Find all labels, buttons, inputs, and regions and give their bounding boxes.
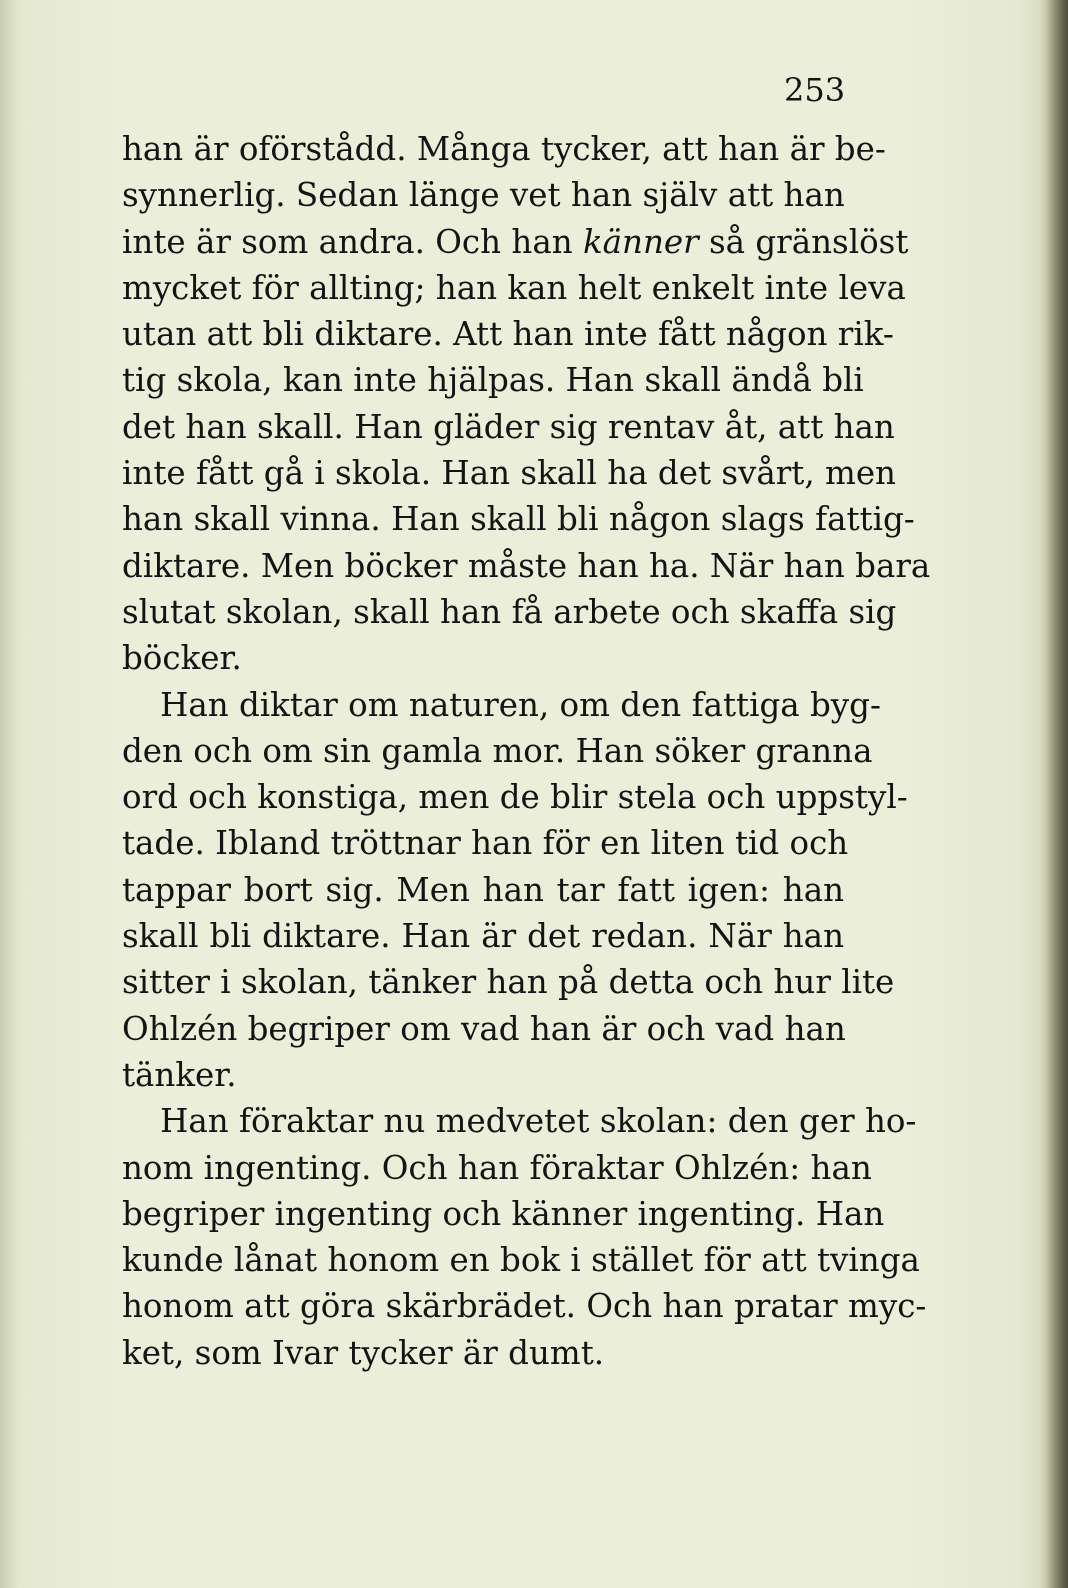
- text-line: mycket för allting; han kan helt enkelt inte leva: [122, 268, 906, 307]
- text-line: böcker.: [122, 639, 242, 678]
- text-line: han skall vinna. Han skall bli någon slags fattig-: [122, 500, 915, 539]
- text-line: slutat skolan, skall han få arbete och skaffa sig: [122, 592, 897, 631]
- paragraph: [122, 1098, 927, 1376]
- text-segment: inte är som andra. Och han: [122, 222, 583, 261]
- text-line: ket, som Ivar tycker är dumt.: [122, 1333, 605, 1372]
- text-line: synnerlig. Sedan länge vet han själv att han: [122, 176, 845, 215]
- text-line: Han föraktar nu medvetet skolan: den ger ho-: [160, 1102, 917, 1141]
- text-line-with-emphasis: [122, 219, 909, 265]
- paragraph: [122, 682, 908, 1099]
- paragraph: [122, 126, 931, 682]
- text-line: Ohlzén begriper om vad han är och vad han: [122, 1009, 846, 1048]
- page-right-edge-shadow: [1046, 0, 1068, 1588]
- emphasized-word: känner: [582, 222, 699, 261]
- text-line: tade. Ibland tröttnar han för en liten tid och: [122, 824, 849, 863]
- text-line: kunde lånat honom en bok i stället för att tvinga: [122, 1241, 920, 1280]
- text-line: begriper ingenting och känner ingenting. Han: [122, 1194, 885, 1233]
- text-line: nom ingenting. Och han föraktar Ohlzén: han: [122, 1148, 872, 1187]
- text-line: den och om sin gamla mor. Han söker granna: [122, 731, 873, 770]
- text-line: diktare. Men böcker måste han ha. När han bara: [122, 546, 931, 585]
- text-line: inte fått gå i skola. Han skall ha det svårt, men: [122, 454, 896, 493]
- text-line: tappar bort sig. Men han tar fatt igen: han: [122, 870, 844, 909]
- body-text: [122, 126, 931, 1376]
- text-line: tig skola, kan inte hjälpas. Han skall ändå bli: [122, 361, 864, 400]
- text-line: skall bli diktare. Han är det redan. När han: [122, 917, 844, 956]
- page-number: 253: [784, 71, 846, 109]
- text-line: honom att göra skärbrädet. Och han pratar myc-: [122, 1287, 927, 1326]
- page-left-edge-shadow: [0, 0, 18, 1588]
- text-line: det han skall. Han gläder sig rentav åt, att han: [122, 407, 895, 446]
- text-segment: så gränslöst: [698, 222, 909, 261]
- text-line: utan att bli diktare. Att han inte fått någon rik-: [122, 315, 894, 354]
- text-line: Han diktar om naturen, om den fattiga byg-: [160, 685, 881, 724]
- text-line: han är oförstådd. Många tycker, att han är be-: [122, 130, 886, 168]
- text-line: ord och konstiga, men de blir stela och uppstyl-: [122, 778, 908, 817]
- text-line: tänker.: [122, 1055, 237, 1094]
- text-line: sitter i skolan, tänker han på detta och hur lite: [122, 963, 895, 1002]
